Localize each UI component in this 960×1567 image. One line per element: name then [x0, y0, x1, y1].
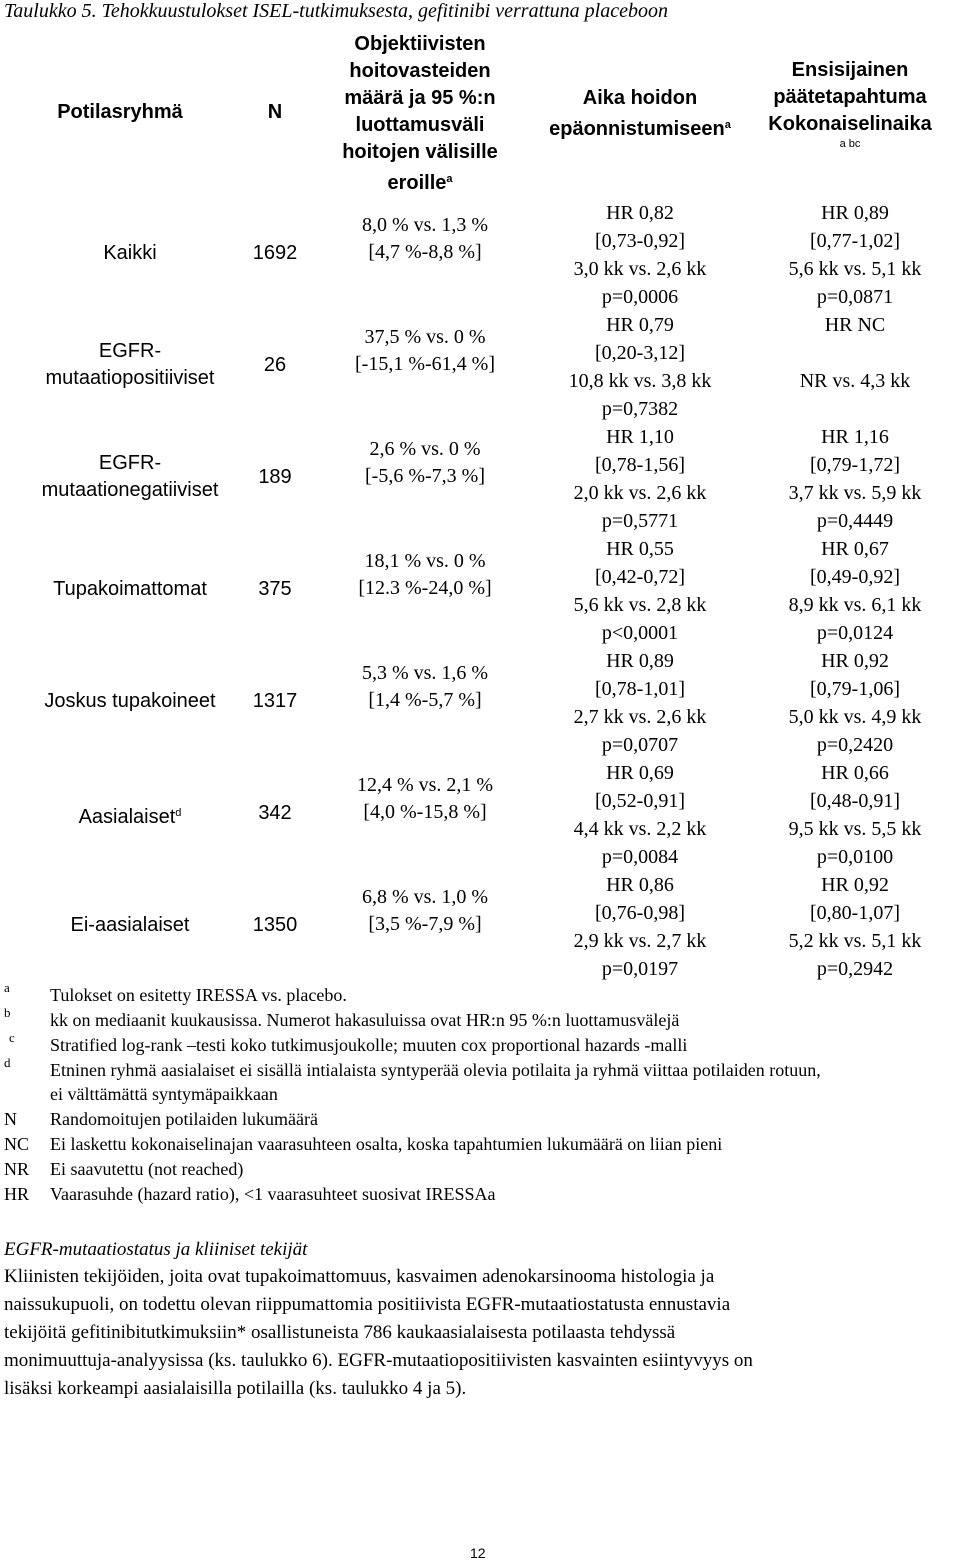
row-group [10, 688, 250, 715]
row-ttf-line: HR 1,10 [606, 426, 674, 448]
row-ttf [545, 311, 735, 423]
footnote-mark: c [9, 1030, 15, 1045]
row-ttf-line: HR 0,82 [606, 202, 674, 224]
row-group-text: mutaatiopositiiviset [45, 367, 215, 389]
row-group [10, 338, 250, 392]
row-orr [320, 548, 530, 602]
page-number: 12 [470, 1545, 486, 1561]
row-ttf-line: HR 0,69 [606, 762, 674, 784]
row-os-line: 5,0 kk vs. 4,9 kk [788, 706, 922, 728]
footnote-text: Etninen ryhmä aasialaiset ei sisällä intialaista syntyperää olevia potilaita ja ryhmä viittaa potilaiden rotuun, [50, 1060, 821, 1080]
row-ttf-line: HR 0,89 [606, 650, 674, 672]
row-os-line: 5,2 kk vs. 5,1 kk [788, 930, 922, 952]
abbreviation-text: Vaarasuhde (hazard ratio), <1 vaarasuhteet suosivat IRESSAa [50, 1184, 496, 1204]
footnote-text: Tulokset on esitetty IRESSA vs. placebo. [50, 985, 347, 1005]
row-group [10, 576, 250, 603]
row-group-sup: d [175, 807, 182, 819]
row-orr [320, 884, 530, 938]
row-os-line: [0,80-1,07] [810, 902, 900, 924]
row-ttf-line: [0,20-3,12] [595, 342, 685, 364]
header-group: Potilasryhmä [57, 101, 183, 123]
row-os-line: NR vs. 4,3 kk [799, 370, 911, 392]
row-os-line: 3,7 kk vs. 5,9 kk [788, 482, 922, 504]
row-orr-line: [-5,6 %-7,3 %] [365, 465, 485, 487]
row-orr-line: 37,5 % vs. 0 % [364, 326, 486, 348]
row-group-line [10, 800, 250, 831]
row-group [10, 912, 250, 939]
row-os-line [755, 395, 955, 423]
row-ttf-line: p=0,0707 [601, 734, 679, 756]
row-n: 342 [258, 802, 292, 824]
section-line: monimuuttuja-analyysissa (ks. taulukko 6). EGFR-mutaatiopositiivisten kasvainten esiintyvyys on [4, 1350, 753, 1371]
row-os-line: p=0,2942 [816, 958, 894, 980]
abbreviation-text: Ei saavutettu (not reached) [50, 1159, 244, 1179]
row-n: 1692 [252, 242, 298, 264]
row-os-line: p=0,4449 [816, 510, 894, 532]
row-ttf [545, 199, 735, 311]
row-group-line [10, 576, 250, 603]
row-ttf-line: [0,52-0,91] [595, 790, 685, 812]
row-os [755, 199, 955, 311]
row-group [10, 450, 250, 504]
row-os-line: [0,79-1,06] [810, 678, 900, 700]
row-os [755, 311, 955, 423]
row-group-text: Joskus tupakoineet [44, 690, 216, 712]
header-ttf: Aika hoidon epäonnistumiseen$^a$ [549, 87, 731, 140]
row-orr-line: 8,0 % vs. 1,3 % [361, 214, 489, 236]
row-orr-line: 6,8 % vs. 1,0 % [361, 886, 489, 908]
row-group-line [10, 338, 250, 365]
row-ttf-line: HR 0,79 [606, 314, 674, 336]
row-os-line: [0,48-0,91] [810, 790, 900, 812]
footnote-text: ei välttämättä syntymäpaikkaan [50, 1084, 278, 1104]
row-ttf-line: [0,76-0,98] [595, 902, 685, 924]
row-os-line: [0,77-1,02] [810, 230, 900, 252]
row-orr-line: [12.3 %-24,0 %] [358, 577, 492, 599]
row-ttf-line: p=0,0006 [601, 286, 679, 308]
header-orr: Objektiivisten hoitovasteiden määrä ja 95 %:n luottamusväli hoitojen välisille eroille$^a$ [342, 33, 498, 194]
footnote-mark: b [4, 1005, 11, 1020]
row-ttf-line: 2,7 kk vs. 2,6 kk [573, 706, 707, 728]
row-group-text: Kaikki [103, 242, 157, 264]
row-group [10, 240, 250, 267]
row-orr-line: 2,6 % vs. 0 % [369, 438, 481, 460]
row-orr-line: [3,5 %-7,9 %] [368, 913, 482, 935]
row-ttf-line: p=0,5771 [601, 510, 679, 532]
footnote-text: kk on mediaanit kuukausissa. Numerot hakasuluissa ovat HR:n 95 %:n luottamusvälejä [50, 1010, 680, 1030]
row-orr-line: [-15,1 %-61,4 %] [355, 353, 495, 375]
table-caption: Taulukko 5. Tehokkuustulokset ISEL-tutkimuksesta, gefitinibi verrattuna placeboon [4, 0, 668, 22]
row-os-line: p=0,0871 [816, 286, 894, 308]
row-ttf-line: 4,4 kk vs. 2,2 kk [573, 818, 707, 840]
row-os-line: 8,9 kk vs. 6,1 kk [788, 594, 922, 616]
section-line: lisäksi korkeampi aasialaisilla potilailla (ks. taulukko 4 ja 5). [4, 1378, 467, 1399]
row-ttf-line: [0,73-0,92] [595, 230, 685, 252]
row-os-line: p=0,0100 [816, 846, 894, 868]
row-os-line: 9,5 kk vs. 5,5 kk [788, 818, 922, 840]
row-n: 1317 [252, 690, 298, 712]
row-ttf-line: [0,78-1,01] [595, 678, 685, 700]
row-os-line: HR 0,92 [821, 650, 889, 672]
row-os [755, 647, 955, 759]
row-ttf-line: HR 0,55 [606, 538, 674, 560]
header-n: N [267, 101, 283, 123]
row-group-text: EGFR- [98, 340, 162, 362]
row-orr-line: 5,3 % vs. 1,6 % [361, 662, 489, 684]
row-ttf-line: 10,8 kk vs. 3,8 kk [568, 370, 712, 392]
row-ttf [545, 423, 735, 535]
abbreviation-text: Randomoitujen potilaiden lukumäärä [50, 1109, 318, 1129]
row-ttf [545, 759, 735, 871]
row-group-text: EGFR- [98, 452, 162, 474]
row-ttf-line: 2,9 kk vs. 2,7 kk [573, 930, 707, 952]
footnote-mark: a [4, 980, 10, 995]
section-title: EGFR-mutaatiostatus ja kliiniset tekijät [4, 1239, 308, 1260]
section-line: Kliinisten tekijöiden, joita ovat tupakoimattomuus, kasvaimen adenokarsinooma histologia ja [4, 1266, 715, 1287]
abbreviation-key: NR [4, 1159, 30, 1179]
row-os-line [755, 339, 955, 367]
row-os-line: HR 0,67 [821, 538, 889, 560]
row-n: 189 [258, 466, 292, 488]
row-group-text: Ei-aasialaiset [70, 914, 190, 936]
row-orr-line: [4,7 %-8,8 %] [368, 241, 482, 263]
row-orr-line: 18,1 % vs. 0 % [364, 550, 486, 572]
abbreviation-text: Ei laskettu kokonaiselinajan vaarasuhteen osalta, koska tapahtumien lukumäärä on liian pieni [50, 1134, 723, 1154]
row-group-line [10, 688, 250, 715]
row-os [755, 871, 955, 983]
row-ttf [545, 647, 735, 759]
row-ttf [545, 535, 735, 647]
row-orr [320, 324, 530, 378]
row-group-line [10, 365, 250, 392]
row-orr-line: [1,4 %-5,7 %] [368, 689, 482, 711]
row-orr [320, 436, 530, 490]
row-os-line: HR 0,66 [821, 762, 889, 784]
header-os-sup: a bc [839, 138, 861, 150]
row-n: 26 [263, 354, 287, 376]
row-os-line: p=0,2420 [816, 734, 894, 756]
row-orr [320, 212, 530, 266]
row-n: 375 [258, 578, 292, 600]
row-n: 1350 [252, 914, 298, 936]
row-group-line [10, 450, 250, 477]
row-ttf-line: 5,6 kk vs. 2,8 kk [573, 594, 707, 616]
section-line: naissukupuoli, on todettu olevan riippumattomia positiivista EGFR-mutaatiostatusta ennustavia [4, 1294, 731, 1315]
row-orr-line: 12,4 % vs. 2,1 % [356, 774, 494, 796]
row-ttf-line: [0,78-1,56] [595, 454, 685, 476]
row-group-line [10, 240, 250, 267]
row-ttf-line: p<0,0001 [601, 622, 679, 644]
row-os-line: HR NC [824, 314, 886, 336]
row-os-line: [0,49-0,92] [810, 566, 900, 588]
row-group-text: mutaationegatiiviset [41, 479, 219, 501]
row-ttf-line: p=0,0084 [601, 846, 679, 868]
row-ttf-line: p=0,0197 [601, 958, 679, 980]
row-group-line [10, 912, 250, 939]
row-orr [320, 660, 530, 714]
footnote-text: Stratified log-rank –testi koko tutkimusjoukolle; muuten cox proportional hazards -malli [50, 1035, 688, 1055]
row-ttf-line: [0,42-0,72] [595, 566, 685, 588]
row-os-line: 5,6 kk vs. 5,1 kk [788, 258, 922, 280]
row-group-line [10, 477, 250, 504]
row-group-text: Aasialaiset [78, 806, 176, 828]
row-os-line: HR 1,16 [821, 426, 889, 448]
row-ttf-line: 3,0 kk vs. 2,6 kk [573, 258, 707, 280]
abbreviation-key: NC [4, 1134, 30, 1154]
row-orr-line: [4,0 %-15,8 %] [363, 801, 487, 823]
row-os-line: HR 0,89 [821, 202, 889, 224]
row-ttf [545, 871, 735, 983]
row-ttf-line: 2,0 kk vs. 2,6 kk [573, 482, 707, 504]
header-os: Ensisijainen päätetapahtuma Kokonaiselinaika a bc [745, 57, 955, 150]
footnote-mark: d [4, 1055, 11, 1070]
abbreviation-key: HR [4, 1184, 30, 1204]
abbreviation-key: N [4, 1109, 17, 1129]
row-ttf-line: p=0,7382 [601, 398, 679, 420]
row-os [755, 423, 955, 535]
row-os-line: HR 0,92 [821, 874, 889, 896]
header-orr-sup: a [446, 173, 453, 185]
row-os-line: p=0,0124 [816, 622, 894, 644]
row-os [755, 759, 955, 871]
row-ttf-line: HR 0,86 [606, 874, 674, 896]
row-group [10, 800, 250, 831]
row-orr [320, 772, 530, 826]
header-ttf-sup: a [724, 119, 731, 131]
row-group-text: Tupakoimattomat [53, 578, 207, 600]
section-line: tekijöitä gefitinibitutkimuksiin* osallistuneista 786 kaukaasialaisesta potilaasta tehdyssä [4, 1322, 676, 1343]
row-os-line: [0,79-1,72] [810, 454, 900, 476]
row-os [755, 535, 955, 647]
